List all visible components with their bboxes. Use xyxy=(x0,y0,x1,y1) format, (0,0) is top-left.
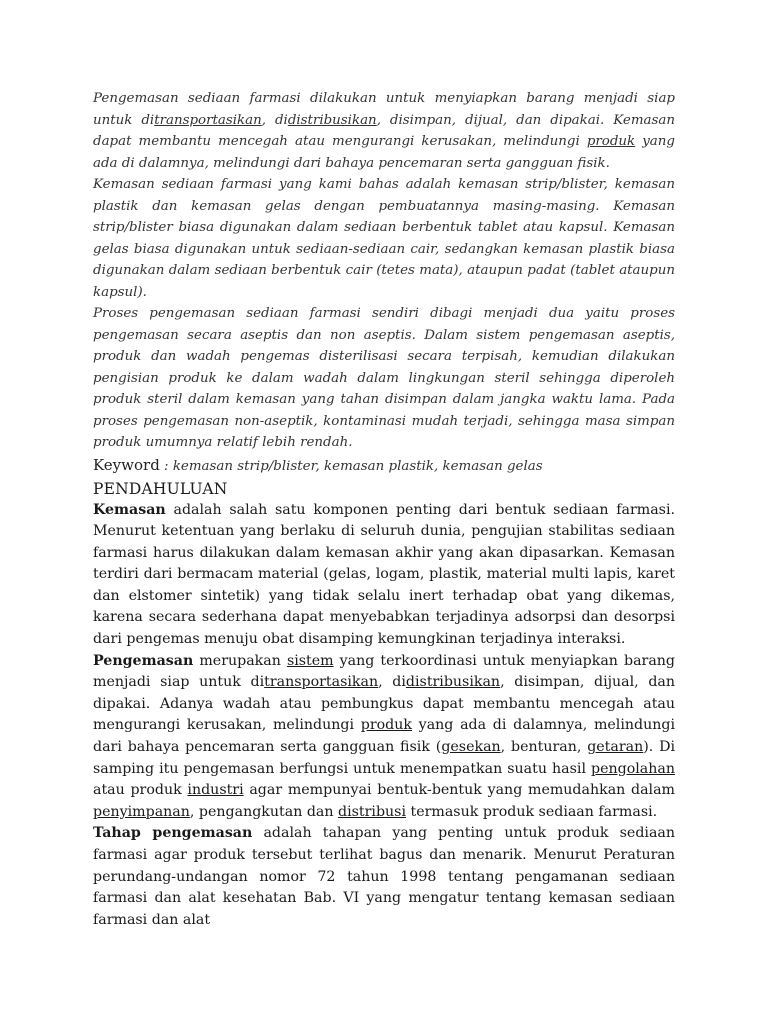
body-paragraph-2: Pengemasan merupakan sistem yang terkoordinasi untuk menyiapkan barang menjadi siap untuk ditransportasikan, didistribusikan, disimpan, dijual, dan dipakai. Adanya wadah atau pembungkus dapat membantu mencegah atau mengurangi kerusakan, melindungi produk yang ada di dalamnya, melindungi dari bahaya pencemaran serta gangguan fisik (gesekan, benturan, getaran). Di samping itu pengemasan berfungsi untuk menempatkan suatu hasil pengolahan atau produk industri agar mempunyai bentuk-bentuk yang memudahkan dalam penyimpanan, pengangkutan dan distribusi termasuk produk sediaan farmasi. xyxy=(93,652,676,820)
abstract-paragraph-3: Proses pengemasan sediaan farmasi sendiri dibagi menjadi dua yaitu proses pengemasan secara aseptis dan non aseptis. Dalam sistem pengemasan aseptis, produk dan wadah pengemas disterilisasi secara terpisah, kemudian dilakukan pengisian produk ke dalam wadah dalam lingkungan steril sehingga diperoleh produk steril dalam kemasan yang tahan disimpan dalam jangka waktu lama. Pada proses pengemasan non-aseptik, kontaminasi mudah terjadi, sehingga masa simpan produk umumnya relatif lebih rendah. xyxy=(93,306,675,450)
term-tahap-pengemasan: Tahap pengemasan xyxy=(93,825,253,842)
link-pengolahan[interactable]: pengolahan xyxy=(591,760,675,777)
link-distribusi[interactable]: distribusi xyxy=(338,803,406,820)
keyword-label: Keyword xyxy=(93,455,160,474)
document-page xyxy=(93,88,675,931)
link-penyimpanan[interactable]: penyimpanan xyxy=(93,803,190,820)
abstract xyxy=(93,88,675,454)
keyword-line xyxy=(93,454,675,478)
abstract-paragraph-1: Pengemasan sediaan farmasi dilakukan untuk menyiapkan barang menjadi siap untuk ditransportasikan, didistribusikan, disimpan, dijual, dan dipakai. Kemasan dapat membantu mencegah atau mengurangi kerusakan, melindungi produk yang ada di dalamnya, melindungi dari bahaya pencemaran serta gangguan fisik. xyxy=(93,91,675,171)
link-sistem[interactable]: sistem xyxy=(286,652,334,669)
link-distribusikan[interactable]: distribusikan xyxy=(287,112,377,128)
link-produk[interactable]: produk xyxy=(586,134,636,149)
link-distribusikan[interactable]: distribusikan xyxy=(405,674,501,691)
term-pengemasan: Pengemasan xyxy=(93,652,194,669)
section-title: PENDAHULUAN xyxy=(93,479,228,498)
body-text xyxy=(93,500,675,932)
term-kemasan: Kemasan xyxy=(93,501,166,518)
link-industri[interactable]: industri xyxy=(187,782,244,799)
link-transportasikan[interactable]: transportasikan xyxy=(154,112,262,128)
link-produk[interactable]: produk xyxy=(360,717,412,734)
body-paragraph-1: Kemasan adalah salah satu komponen penting dari bentuk sediaan farmasi. Menurut ketentuan yang berlaku di seluruh dunia, pengujian stabilitas sediaan farmasi harus dilakukan dalam kemasan akhir yang akan dipasarkan. Kemasan terdiri dari bermacam material (gelas, logam, plastik, material multi lapis, karet dan elstomer sintetik) yang tidak selalu inert terhadap obat yang dikemas, karena secara sederhana dapat menyebabkan terjadinya adsorpsi dan desorpsi dari pengemas menuju obat disamping kemungkinan terjadinya interaksi. xyxy=(93,501,675,648)
link-getaran[interactable]: getaran xyxy=(587,739,644,756)
link-transportasikan[interactable]: transportasikan xyxy=(264,674,379,691)
abstract-paragraph-2: Kemasan sediaan farmasi yang kami bahas adalah kemasan strip/blister, kemasan plastik dan kemasan gelas dengan pembuatannya masing-masing. Kemasan strip/blister biasa digunakan dalam sediaan berbentuk tablet atau kapsul. Kemasan gelas biasa digunakan untuk sediaan-sediaan cair, sedangkan kemasan plastik biasa digunakan dalam sediaan berbentuk cair (tetes mata), ataupun padat (tablet ataupun kapsul). xyxy=(93,177,675,300)
keyword-text: : kemasan strip/blister, kemasan plastik, kemasan gelas xyxy=(159,458,543,474)
link-gesekan[interactable]: gesekan xyxy=(441,739,501,756)
body-paragraph-3: Tahap pengemasan adalah tahapan yang penting untuk produk sediaan farmasi agar produk tersebut terlihat bagus dan menarik. Menurut Peraturan perundang-undangan nomor 72 tahun 1998 tentang pengamanan sediaan farmasi dan alat kesehatan Bab. VI yang mengatur tentang kemasan sediaan farmasi dan alat xyxy=(93,825,675,928)
